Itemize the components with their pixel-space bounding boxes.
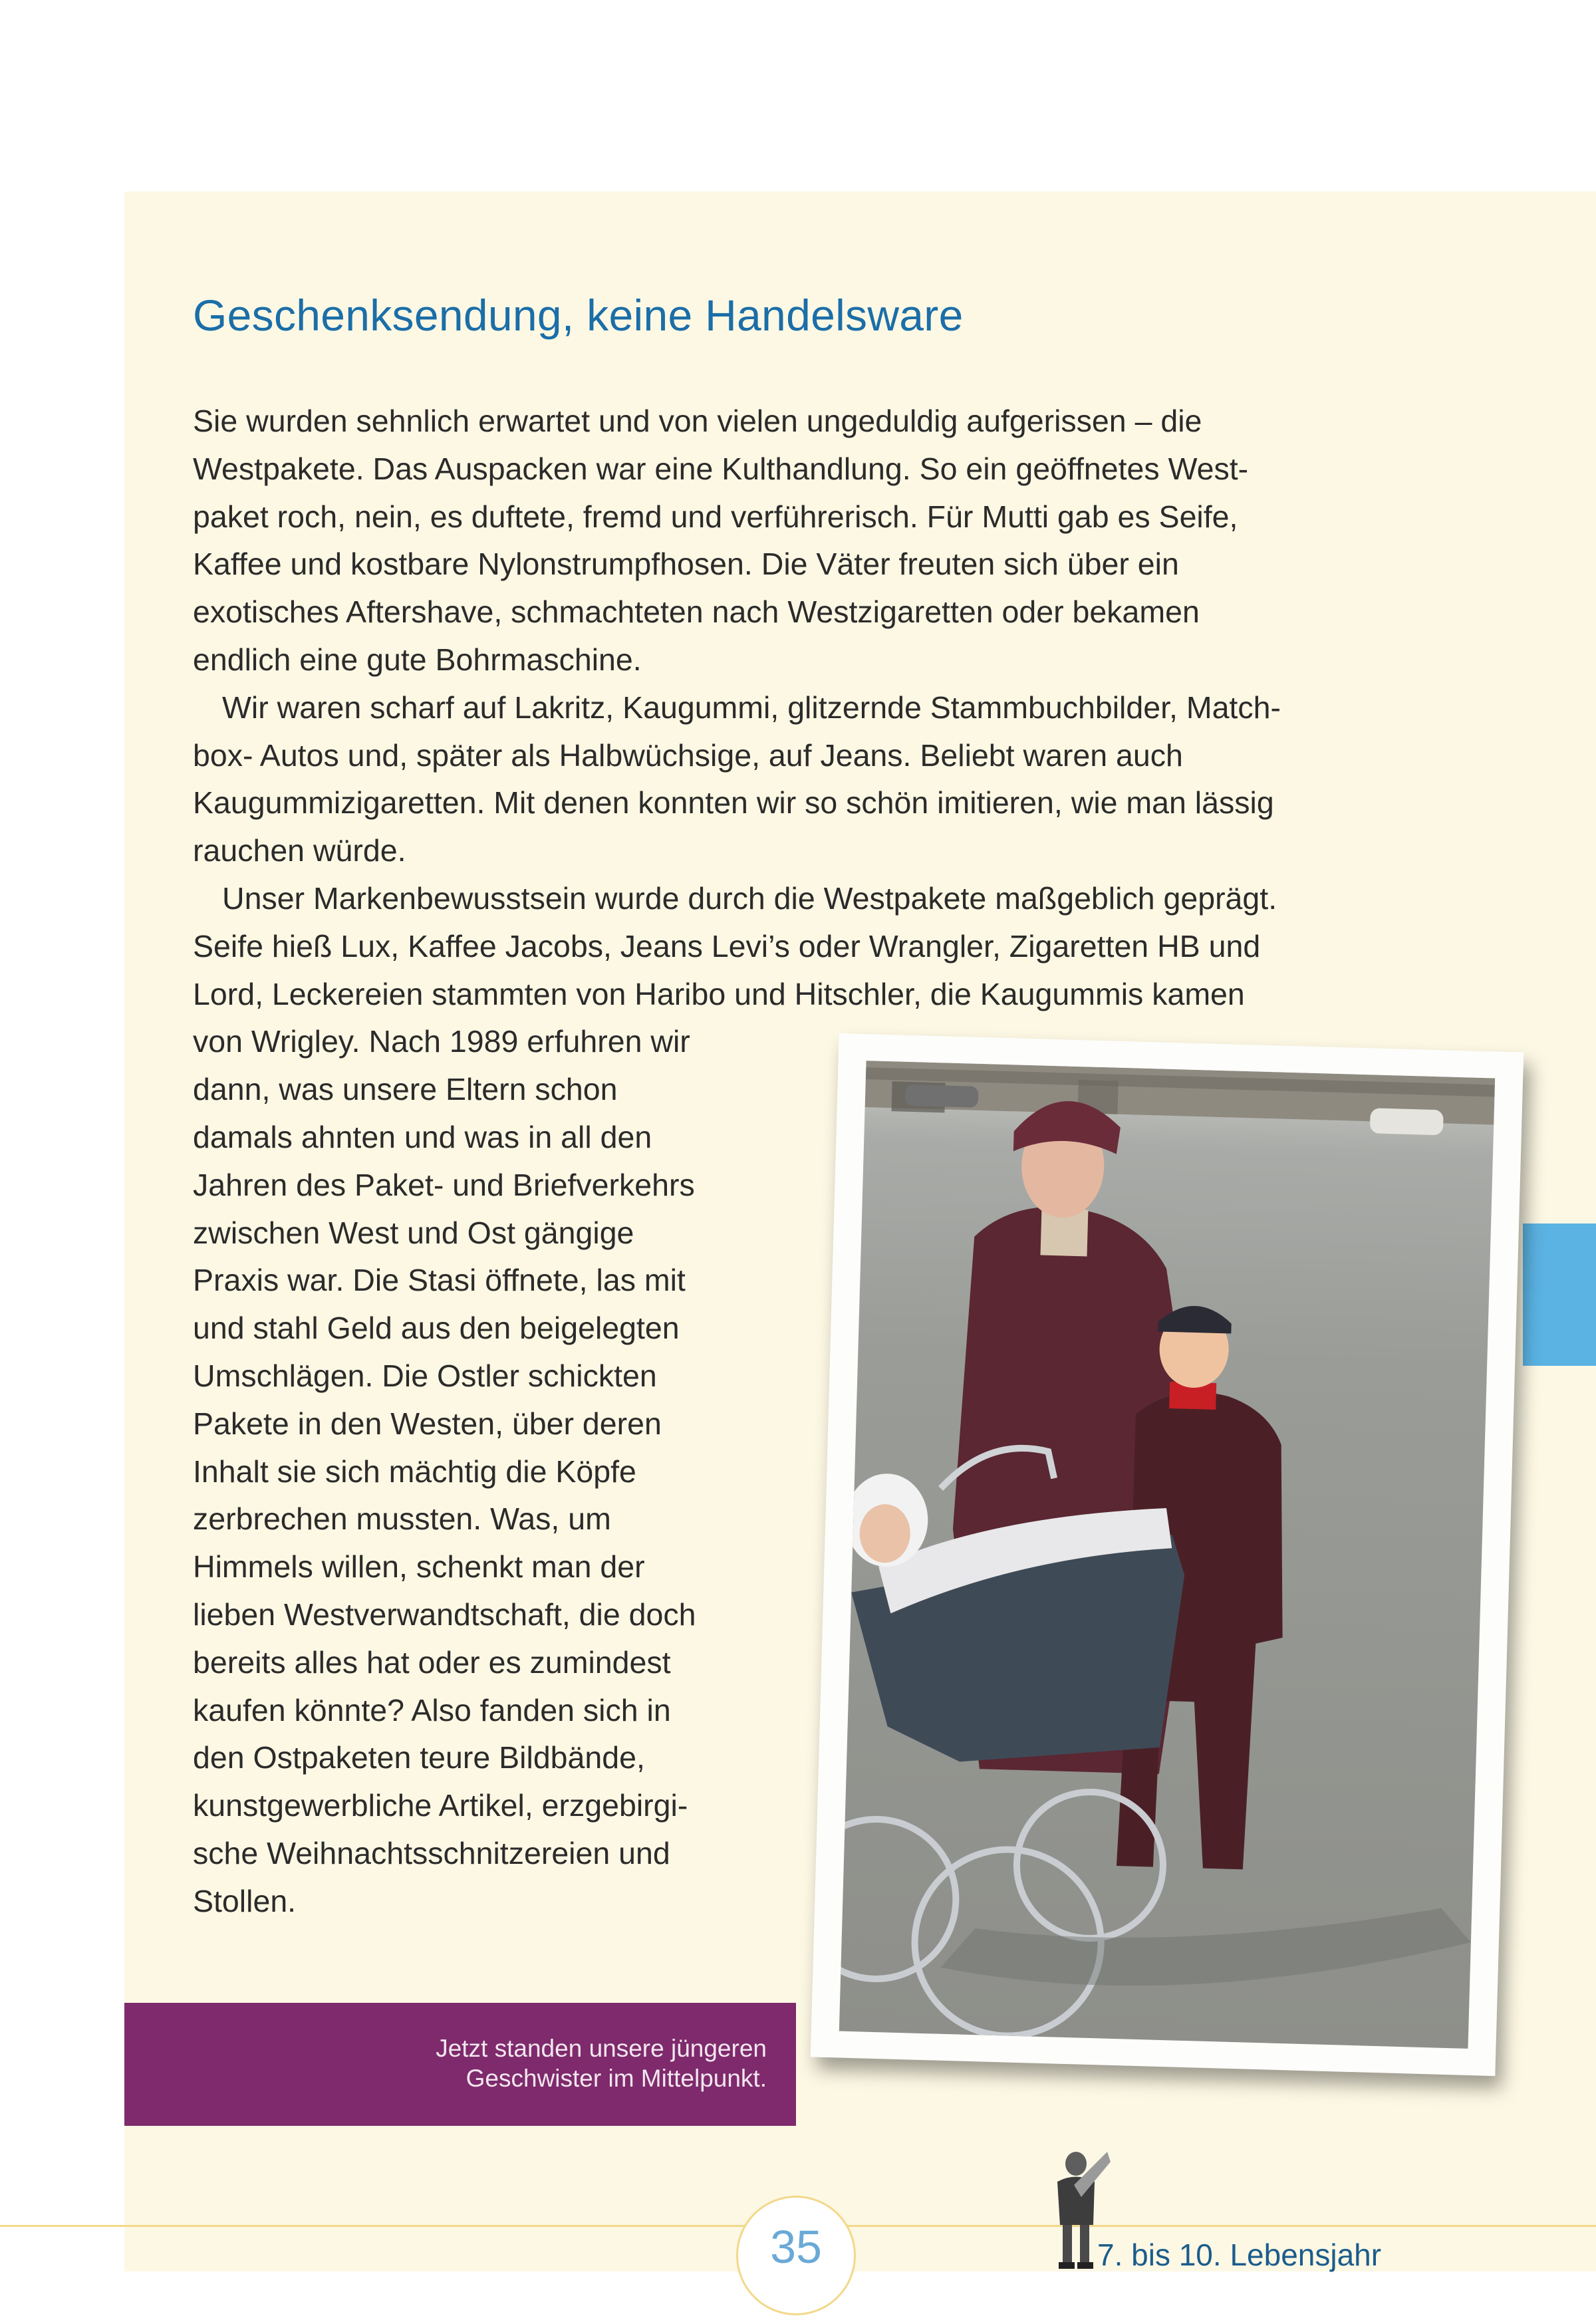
text-line: sche Weihnachtsschnitzereien und (193, 1835, 670, 1870)
text-line: zwischen West und Ost gängige (193, 1215, 634, 1250)
text-line: Unser Markenbewusstsein wurde durch die Westpakete maßgeblich geprägt. (222, 880, 1277, 916)
text-line: Pakete in den Westen, über deren (193, 1406, 662, 1441)
text-line: bereits alles hat oder es zumindest (193, 1644, 671, 1680)
text-line: lieben Westverwandtschaft, die doch (193, 1597, 696, 1632)
section-label: 7. bis 10. Lebensjahr (1097, 2238, 1382, 2272)
text-line: Wir waren scharf auf Lakritz, Kaugummi, glitzernde Stammbuchbilder, Match- (222, 690, 1281, 725)
caption-line: Geschwister im Mittelpunkt. (466, 2065, 767, 2092)
text-line: Lord, Leckereien stammten von Haribo und Hitschler, die Kaugummis kamen (193, 976, 1245, 1011)
text-line: Inhalt sie sich mächtig die Köpfe (193, 1454, 636, 1489)
text-line: Himmels willen, schenkt man der (193, 1549, 645, 1585)
text-line: Stollen. (193, 1883, 297, 1918)
text-line: Seife hieß Lux, Kaffee Jacobs, Jeans Levi’s oder Wrangler, Zigaretten HB und (193, 928, 1261, 964)
caption-bar (124, 2003, 796, 2126)
text-line: kaufen könnte? Also fanden sich in (193, 1692, 671, 1728)
photo-caption (436, 2033, 767, 2093)
text-line: Kaugummizigaretten. Mit denen konnten wir so schön imitieren, wie man lässig (193, 785, 1274, 821)
text-line: damals ahnten und was in all den (193, 1119, 652, 1154)
text-line: Jahren des Paket- und Briefverkehrs (193, 1167, 695, 1202)
text-line: paket roch, nein, es duftete, fremd und verführerisch. Für Mutti gab es Seife, (193, 499, 1238, 534)
text-line: Sie wurden sehnlich erwartet und von vielen ungeduldig aufgerissen – die (193, 404, 1202, 438)
text-line: kunstgewerbliche Artikel, erzgebirgi- (193, 1788, 688, 1823)
text-line: box- Autos und, später als Halbwüchsige, auf Jeans. Beliebt waren auch (193, 737, 1183, 773)
text-line: Umschlägen. Die Ostler schickten (193, 1358, 657, 1393)
text-line: und stahl Geld aus den beigelegten (193, 1311, 680, 1346)
page-title: Geschenksendung, keine Handelsware (193, 291, 964, 340)
photo-illustration (839, 1061, 1495, 2049)
page-number: 35 (770, 2221, 822, 2273)
text-line: dann, was unsere Eltern schon (193, 1072, 618, 1107)
photo-frame (811, 1033, 1524, 2076)
text-line: exotisches Aftershave, schmachteten nach Westzigaretten oder bekamen (193, 594, 1200, 630)
text-line: von Wrigley. Nach 1989 erfuhren wir (193, 1024, 690, 1059)
text-line: Westpakete. Das Auspacken war eine Kulthandlung. So ein geöffnetes West- (193, 451, 1249, 486)
chapter-tab-marker (1523, 1224, 1596, 1366)
caption-line: Jetzt standen unsere jüngeren (436, 2035, 767, 2062)
text-line: rauchen würde. (193, 833, 406, 868)
text-line: endlich eine gute Bohrmaschine. (193, 642, 642, 677)
text-line: den Ostpaketen teure Bildbände, (193, 1740, 645, 1775)
text-line: zerbrechen mussten. Was, um (193, 1501, 611, 1537)
text-line: Kaffee und kostbare Nylonstrumpfhosen. Die Väter freuten sich über ein (193, 547, 1179, 582)
text-line: Praxis war. Die Stasi öffnete, las mit (193, 1263, 686, 1298)
family-photo-icon (839, 1061, 1495, 2049)
